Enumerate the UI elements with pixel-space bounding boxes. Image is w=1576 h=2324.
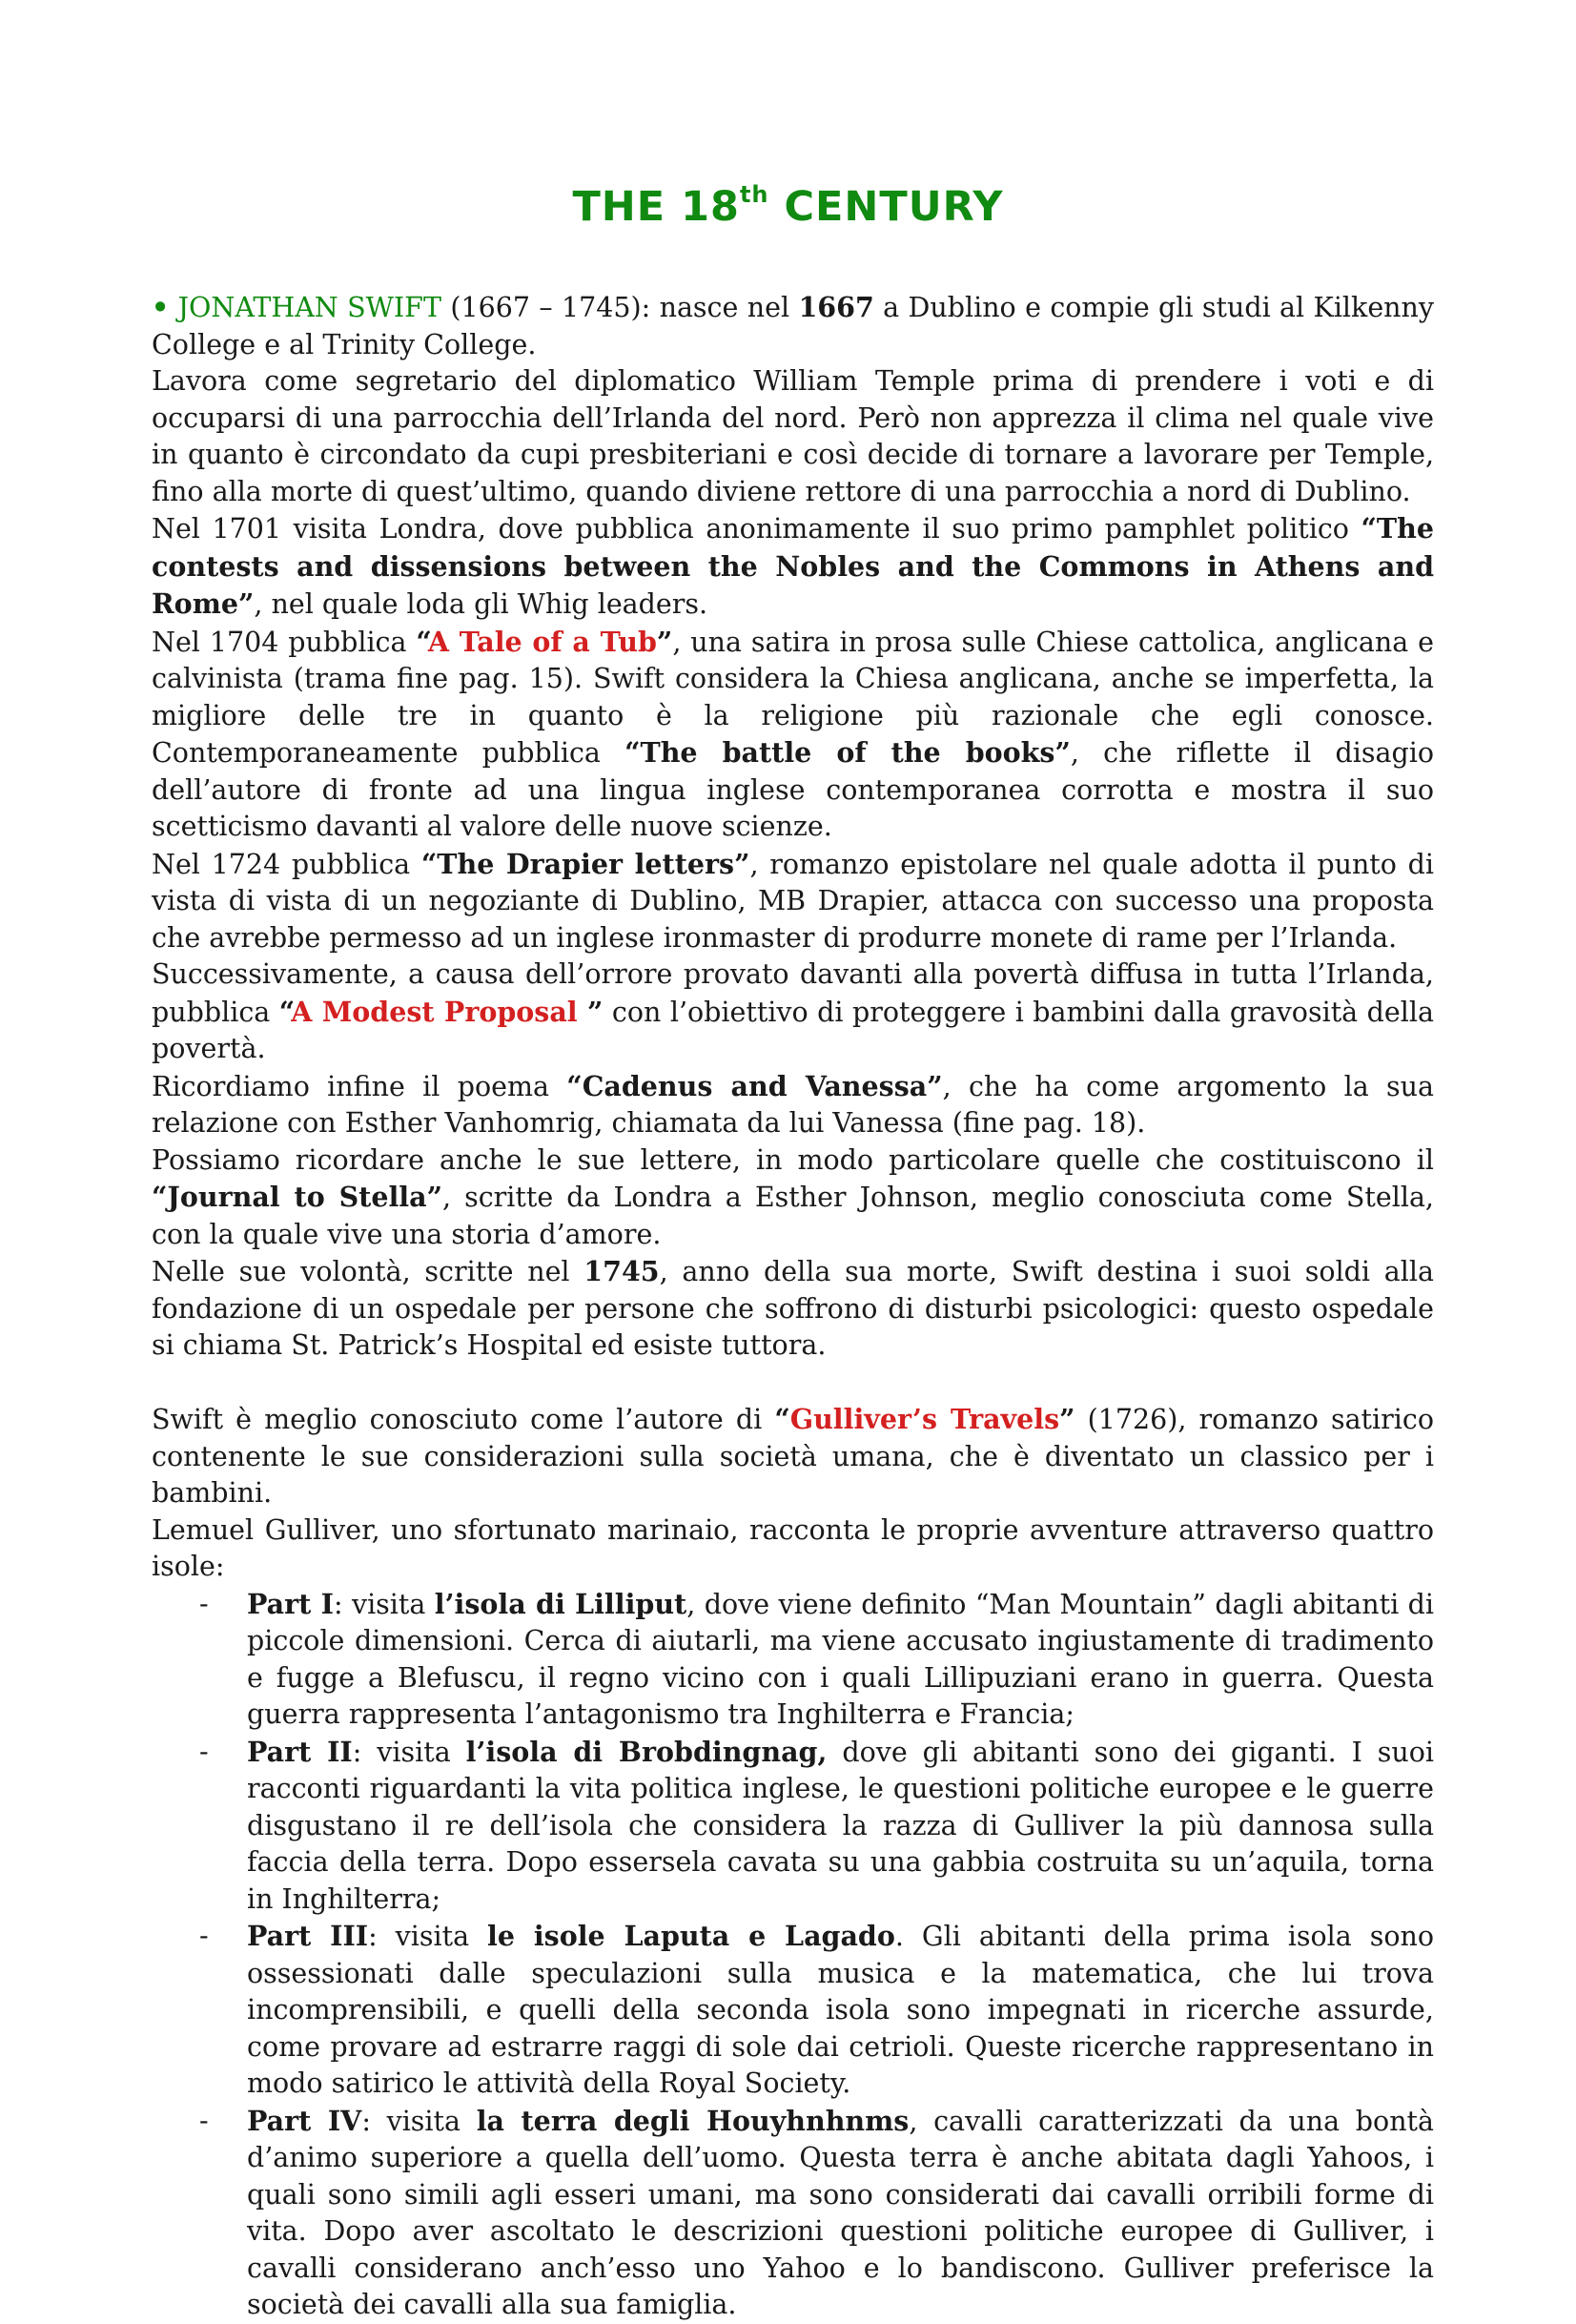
text-span: a Dublino e compie gli studi al Kilkenny College e al Trinity College. (152, 292, 1434, 360)
paragraph-intro (152, 289, 1434, 363)
text-span: Nel 1701 visita Londra, dove pubblica anonimamente il suo primo pamphlet politico (152, 513, 1361, 545)
text-span: Swift è meglio conosciuto come l’autore di (152, 1404, 775, 1435)
quote-mark: ” (577, 995, 604, 1028)
paragraph-temple: Lavora come segretario del diplomatico William Temple prima di prendere i voti e di occuparsi di una parrocchia dell’Irlanda del nord. Però non apprezza il clima nel quale vive in quanto è circondato da cupi presbiteriani e così decide di tornare a lavorare per Temple, fino alla morte di quest’ultimo, quando diviene rettore di una parrocchia a nord di Dublino. (152, 365, 1434, 507)
death-year: 1745 (583, 1255, 660, 1287)
list-item (152, 1918, 1434, 2103)
text-span: , cavalli caratterizzati da una bontà d’animo superiore a quella dell’uomo. Questa terra è anche abitata dagli Yahoos, i quali sono simili agli esseri umani, ma sono considerati dai cavalli orribili forme di vita. Dopo aver ascoltato le descrizioni questioni politiche europee di Gulliver, i cavalli considerano anch’esso uno Yahoo e lo bandiscono. Gulliver preferisce la società dei cavalli alla sua famiglia. (247, 2105, 1434, 2320)
part-label: Part III (247, 1920, 369, 1952)
text-span: Nelle sue volontà, scritte nel (152, 1256, 584, 1287)
list-item (152, 2103, 1434, 2324)
text-span: , che riflette il disagio dell’autore di fronte ad una lingua inglese contemporanea corrotta e mostra il suo scetticismo davanti al valore delle nuove scienze. (152, 737, 1434, 842)
quote-mark: “ (774, 1403, 790, 1435)
title-main: THE 18 (572, 183, 740, 231)
work-title: “Cadenus and Vanessa” (566, 1069, 943, 1102)
text-span: : visita (368, 1921, 488, 1952)
work-title-highlight: A Modest Proposal (291, 995, 578, 1028)
text-span: , nel quale loda gli Whig leaders. (254, 588, 708, 620)
paragraph-gap (152, 1365, 1434, 1402)
list-item (152, 1734, 1434, 1919)
paragraph-1701 (152, 510, 1434, 624)
paragraph-1724 (152, 846, 1434, 957)
text-span: . Gli abitanti della prima isola sono ossessionati dalle speculazioni sulla musica e la matematica, che lui trova incomprensibili, e quelli della seconda isola sono impegnati in ricerche assurde, come provare ad estrarre raggi di sole dai cetrioli. Queste ricerche rappresentano in modo satirico le attività della Royal Society. (247, 1921, 1435, 2099)
text-span: , anno della sua morte, Swift destina i suoi soldi alla fondazione di un ospedale per persone che soffrono di disturbi psicologici: questo ospedale si chiama St. Patrick’s Hospital ed esiste tuttora. (152, 1256, 1434, 1361)
list-item (152, 1586, 1434, 1734)
text-span: : visita (333, 1588, 435, 1620)
paragraph-cadenus (152, 1068, 1434, 1142)
text-span: , scritte da Londra a Esther Johnson, meglio conosciuta come Stella, con la quale vive una storia d’amore. (152, 1182, 1434, 1250)
paragraph-lemuel: Lemuel Gulliver, uno sfortunato marinaio, racconta le proprie avventure attraverso quattro isole: (152, 1513, 1434, 1582)
text-span: , romanzo epistolare nel quale adotta il punto di vista di vista di un negoziante di Dublino, MB Drapier, attacca con successo una proposta che avrebbe permesso ad un inglese ironmaster di produrre monete di rame per l’Irlanda. (152, 848, 1434, 954)
text-span: dove gli abitanti sono dei giganti. I suoi racconti riguardanti la vita politica inglese, le questioni politiche europee e le guerre disgustano il re dell’isola che considera la razza di Gulliver la più dannosa sulla faccia della terra. Dopo essersela cavata su una gabbia costruita su un’aquila, torna in Inghilterra; (247, 1736, 1435, 1915)
paragraph-hospital (152, 1253, 1434, 1365)
place-name: le isole Laputa e Lagado (487, 1920, 895, 1952)
text-span: con l’obiettivo di proteggere i bambini dalla gravosità della povertà. (152, 996, 1434, 1064)
quote-mark: “ (416, 625, 428, 658)
text-span: Nel 1724 pubblica (152, 848, 421, 880)
body-text (152, 289, 1434, 2324)
title-rest: CENTURY (768, 183, 1004, 231)
text-span: Nel 1704 pubblica (152, 626, 417, 658)
dash-bullet: - (199, 1587, 209, 1619)
dash-bullet: - (199, 2104, 209, 2136)
quote-mark: “ (278, 995, 292, 1028)
work-title: “The battle of the books” (624, 736, 1071, 769)
part-label: Part II (247, 1735, 353, 1768)
bullet-icon: • (152, 291, 170, 323)
place-name: l’isola di Brobdingnag, (465, 1735, 828, 1768)
work-title: “The Drapier letters” (420, 847, 750, 880)
dash-bullet: - (199, 1920, 209, 1951)
text-span: Successivamente, a causa dell’orrore provato davanti alla povertà diffusa in tutta l’Irlanda, pubblica (152, 958, 1434, 1028)
quote-mark: ” (656, 625, 673, 658)
part-label: Part I (247, 1587, 334, 1620)
quote-mark: ” (1059, 1403, 1075, 1435)
place-name: la terra degli Houyhnhnms (476, 2104, 910, 2137)
work-title: “The contests and dissensions between the Nobles and the Commons in Athens and Rome” (152, 512, 1434, 620)
dash-bullet: - (199, 1735, 209, 1767)
text-span: , che ha come argomento la sua relazione con Esther Vanhomrig, chiamata da lui Vanessa (fine pag. 18). (152, 1070, 1434, 1139)
work-title-highlight: Gulliver’s Travels (789, 1403, 1060, 1435)
paragraph-modest-proposal (152, 956, 1434, 1068)
work-title-highlight: A Tale of a Tub (427, 625, 657, 658)
paragraph-stella (152, 1142, 1434, 1254)
parts-list (152, 1586, 1434, 2324)
text-span: Ricordiamo infine il poema (152, 1070, 567, 1102)
text-span: (1667 – 1745): nasce nel (440, 292, 799, 323)
text-span: : visita (352, 1736, 466, 1768)
author-name: JONATHAN SWIFT (177, 292, 441, 323)
part-label: Part IV (247, 2104, 362, 2137)
title-sup: th (739, 180, 769, 208)
paragraph-gulliver (152, 1401, 1434, 1512)
place-name: l’isola di Lilliput (434, 1587, 687, 1620)
text-span: , una satira in prosa sulle Chiese cattolica, anglicana e calvinista (trama fine pag. 15). Swift considera la Chiesa anglicana, anche se imperfetta, la migliore delle tre in quanto è la religione più razionale che egli conosce. Contemporaneamente pubblica (152, 626, 1434, 769)
paragraph-1704 (152, 624, 1434, 846)
page-title (0, 180, 1576, 231)
work-title: “Journal to Stella” (152, 1181, 442, 1213)
text-span: , dove viene definito “Man Mountain” dagli abitanti di piccole dimensioni. Cerca di aiutarli, ma viene accusato ingiustamente di tradimento e fugge a Blefuscu, il regno vicino con i quali Lillipuziani erano in guerra. Questa guerra rappresenta l’antagonismo tra Inghilterra e Francia; (247, 1588, 1434, 1730)
text-span: : visita (361, 2105, 477, 2137)
text-span: Possiamo ricordare anche le sue lettere, in modo particolare quelle che costituiscono il (152, 1143, 1434, 1176)
text-span: (1726), romanzo satirico contenente le sue considerazioni sulla società umana, che è diventato un classico per i bambini. (152, 1404, 1434, 1509)
birth-year: 1667 (798, 291, 874, 323)
